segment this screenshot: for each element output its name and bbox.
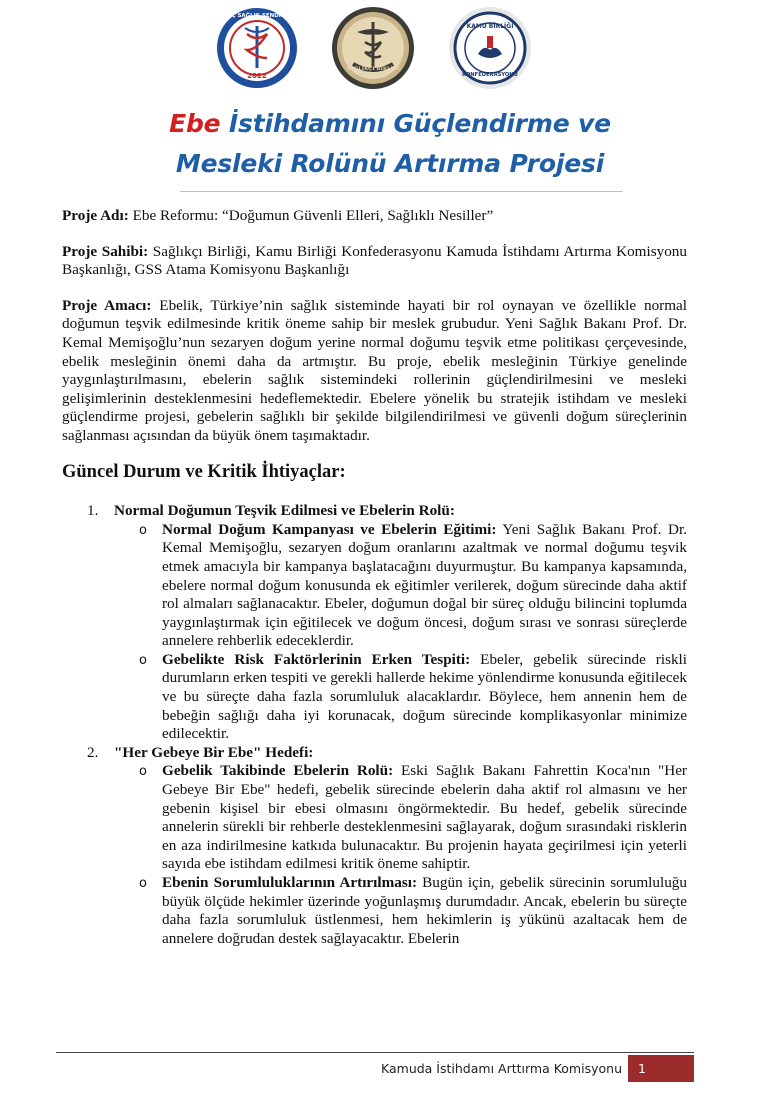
project-owner-value: Sağlıkçı Birliği, Kamu Birliği Konfederasyonu Kamuda İstihdamı Artırma Komisyonu Başkanlığı, GSS Atama Komisyonu Başkanlığı [62,242,687,279]
document-title [0,104,780,184]
circle-bullet-icon: o [139,652,147,668]
sub-item-label: Gebelikte Risk Faktörlerinin Erken Tespiti: [162,650,471,668]
sub-item-label: Normal Doğum Kampanyası ve Ebelerin Eğitimi: [162,520,497,538]
footer-text: Kamuda İstihdamı Arttırma Komisyonu [381,1061,622,1076]
sub-item-label: Ebenin Sorumluluklarının Artırılması: [162,874,418,891]
svg-text:2022: 2022 [247,72,267,80]
sub-item-text: Ebeler, gebelik sürecinde riskli durumların erken tespiti ve gerekli hallerde hekime yönlendirme konusunda eğitilecek ve bu süreçte daha fazla sorumluluk alacaklardır. Böylece, hem annenin hem de bebeğin sağlığı daha iyi korunacak, doğum sürecinde komplikasyonlar minimize edilecektir. [162,650,687,743]
title-line-1 [0,104,780,144]
svg-text:KONFEDERASYONU: KONFEDERASYONU [462,72,518,78]
sub-item-text: Bugün için, gebelik sürecinin sorumluluğu büyük ölçüde hekimler üzerinde yoğunlaşmış durumdadır. Ancak, ebelerin bu süreçte daha fazla sorumluluk üstlenmesi, hem hekimlerin iş yükünü azaltacak hem de annelere doğrudan destek sağlayacaktır. Ebelerin [162,874,687,947]
item-title: "Her Gebeye Bir Ebe" Hedefi: [114,743,314,761]
document-body [62,207,687,948]
project-name-paragraph [62,207,687,226]
project-owner-paragraph [62,243,687,280]
project-purpose-paragraph [62,297,687,446]
circle-bullet-icon: o [139,876,147,891]
sub-item-label: Gebelik Takibinde Ebelerin Rolü: [162,762,394,780]
saglikci-birligi-logo [331,6,415,90]
title-line-1-rest: İstihdamını Güçlendirme ve [220,109,611,138]
project-name-label: Proje Adı: [62,207,129,224]
item-number: 2. [87,743,99,761]
numbered-item [62,744,687,763]
circle-bullet-icon: o [139,764,147,780]
title-red-word: Ebe [169,109,221,138]
item-number: 1. [87,502,99,520]
project-name-value: Ebe Reformu: “Doğumun Güvenli Elleri, Sağlıklı Nesiller” [128,207,494,224]
sub-item [114,651,687,744]
sub-item [114,874,687,948]
title-divider [180,191,623,192]
section-heading: Güncel Durum ve Kritik İhtiyaçlar: [62,461,346,482]
svg-text:KAMU BİRLİĞİ: KAMU BİRLİĞİ [466,23,514,30]
title-line-2: Mesleki Rolünü Artırma Projesi [175,149,605,178]
footer-divider [56,1052,694,1053]
numbered-item [62,502,687,521]
logo-strip [0,6,780,92]
svg-text:GENÇ SAĞLIK SENDİKASI: GENÇ SAĞLIK SENDİKASI [218,13,296,19]
sub-item [114,762,687,874]
project-purpose-label: Proje Amacı: [62,296,152,314]
sub-item-text: Yeni Sağlık Bakanı Prof. Dr. Kemal Memişoğlu, sezaryen doğum oranlarını azaltmak ve normal doğumu teşvik etmek amacıyla bir kampanya başlatacağını duyurmuştur. Bu kampanya kapsamında, ebelere normal doğum konusunda ek eğitimler verilerek, doğum sürecinde daha aktif rol almaları sağlanacaktır. Ebeler, doğumun doğal bir süreç olduğu bilincini toplumda yaygınlaştırmak için eğitilecek ve doğum öncesi, doğum sırası ve sonrası süreçlerde annelere rehberlik edeceklerdir. [162,520,687,650]
sub-item-text: Eski Sağlık Bakanı Fahrettin Koca'nın "Her Gebeye Bir Ebe" hedefi, gebelik sürecinde ebelerin daha aktif rol almasını ve her gebenin kişisel bir ebesi olmasını öngörmektedir. Bu hedef, gebelik sürecinde annelerin sürekli bir rehberle desteklenmesini sağlayarak, doğum sırasındaki risklerin en aza indirilmesine katkıda bulunacaktır. Bu projenin hayata geçirilmesi için yeterli sayıda ebe istihdam edilmesi kritik öneme sahiptir. [162,762,687,873]
item-title: Normal Doğumun Teşvik Edilmesi ve Ebelerin Rolü: [114,502,455,520]
circle-bullet-icon: o [139,522,147,538]
project-owner-label: Proje Sahibi: [62,242,149,260]
kamu-birligi-konfederasyonu-logo [448,6,532,90]
genc-saglik-sendikasi-logo [215,6,299,90]
sub-item [114,521,687,651]
sub-list [62,762,687,948]
sub-list [62,521,687,744]
svg-text:SAĞLIKÇI BİRLİĞİ: SAĞLIKÇI BİRLİĞİ [346,66,400,72]
project-purpose-value: Ebelik, Türkiye’nin sağlık sisteminde hayati bir rol oynayan ve özellikle normal doğumun teşvik edilmesinde kritik öneme sahip bir meslek grubudur. Yeni Sağlık Bakanı Prof. Dr. Kemal Memişoğlu’nun sezaryen doğum yerine normal doğumu teşvik etme politikası çerçevesinde, ebelik mesleğinin önemi daha da artmıştır. Bu proje, ebelik mesleğinin Türkiye genelinde yaygınlaştırılmasını, ebelerin sağlık sistemindeki rollerinin güçlendirilmesini ve mesleki gelişimlerinin desteklenmesini hedeflemektedir. Ebelere yönelik bu stratejik istihdam ve mesleki güçlendirme projesi, gebelerin sağlıklı bir şekilde bilgilendirilmesi ve güvenli doğum süreçlerinin sağlanması açısından da büyük önem taşımaktadır. [62,296,687,444]
page-number: 1 [628,1055,694,1082]
